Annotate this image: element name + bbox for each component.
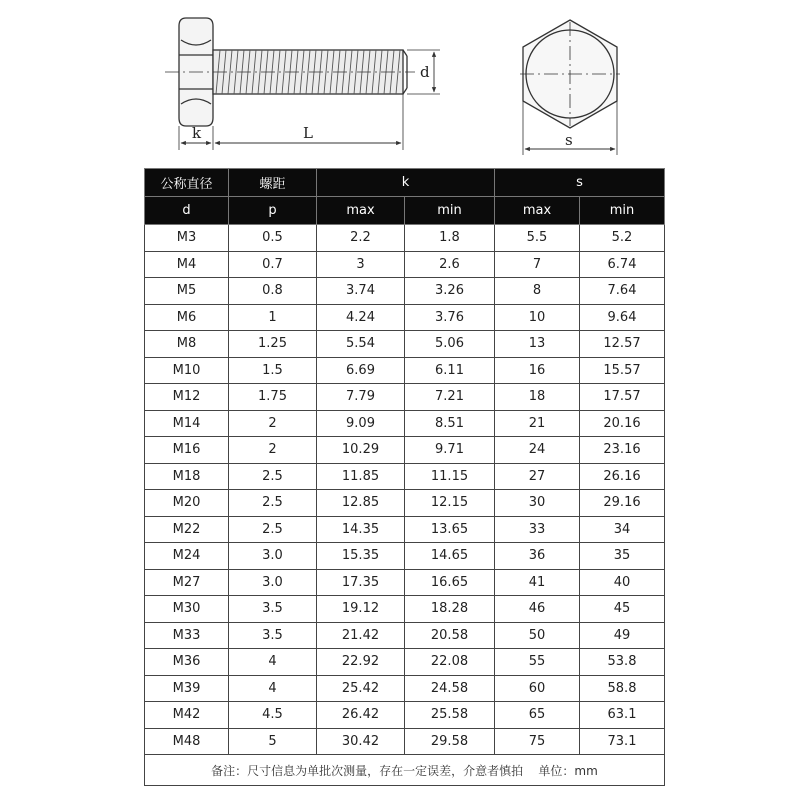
cell-s-min: 29.16	[580, 490, 665, 517]
cell-d: M33	[145, 622, 229, 649]
cell-s-max: 30	[495, 490, 580, 517]
cell-k-max: 6.69	[317, 357, 405, 384]
cell-k-min: 1.8	[405, 225, 495, 252]
cell-d: M27	[145, 569, 229, 596]
cell-k-max: 7.79	[317, 384, 405, 411]
table-row	[145, 463, 665, 490]
table-row	[145, 622, 665, 649]
cell-s-max: 13	[495, 331, 580, 358]
table-row	[145, 675, 665, 702]
cell-k-min: 29.58	[405, 728, 495, 755]
table-row	[145, 304, 665, 331]
cell-d: M8	[145, 331, 229, 358]
cell-d: M4	[145, 251, 229, 278]
cell-k-min: 6.11	[405, 357, 495, 384]
cell-p: 0.7	[229, 251, 317, 278]
cell-d: M48	[145, 728, 229, 755]
cell-s-min: 34	[580, 516, 665, 543]
cell-d: M20	[145, 490, 229, 517]
cell-s-min: 58.8	[580, 675, 665, 702]
cell-k-min: 20.58	[405, 622, 495, 649]
header-p: p	[229, 197, 317, 225]
cell-k-max: 30.42	[317, 728, 405, 755]
cell-s-max: 24	[495, 437, 580, 464]
cell-p: 2	[229, 410, 317, 437]
cell-k-min: 8.51	[405, 410, 495, 437]
table-row	[145, 331, 665, 358]
cell-k-max: 12.85	[317, 490, 405, 517]
label-k: k	[192, 124, 202, 142]
cell-d: M22	[145, 516, 229, 543]
cell-p: 4	[229, 649, 317, 676]
label-d: d	[420, 63, 430, 81]
cell-d: M30	[145, 596, 229, 623]
table-header-row-1	[145, 169, 665, 197]
cell-s-min: 49	[580, 622, 665, 649]
cell-s-min: 26.16	[580, 463, 665, 490]
table-row	[145, 437, 665, 464]
cell-s-min: 73.1	[580, 728, 665, 755]
cell-k-max: 25.42	[317, 675, 405, 702]
header-k-min: min	[405, 197, 495, 225]
cell-d: M42	[145, 702, 229, 729]
cell-s-max: 27	[495, 463, 580, 490]
table-row	[145, 278, 665, 305]
table-row	[145, 357, 665, 384]
cell-k-max: 3	[317, 251, 405, 278]
header-s: s	[495, 169, 665, 197]
cell-k-min: 5.06	[405, 331, 495, 358]
cell-p: 0.8	[229, 278, 317, 305]
header-s-min: min	[580, 197, 665, 225]
cell-k-min: 13.65	[405, 516, 495, 543]
cell-p: 2.5	[229, 490, 317, 517]
cell-k-max: 10.29	[317, 437, 405, 464]
cell-s-max: 55	[495, 649, 580, 676]
cell-s-min: 17.57	[580, 384, 665, 411]
cell-s-max: 18	[495, 384, 580, 411]
table-row	[145, 649, 665, 676]
cell-k-max: 14.35	[317, 516, 405, 543]
cell-k-max: 5.54	[317, 331, 405, 358]
cell-s-min: 20.16	[580, 410, 665, 437]
cell-k-max: 22.92	[317, 649, 405, 676]
cell-s-max: 65	[495, 702, 580, 729]
header-s-max: max	[495, 197, 580, 225]
cell-k-max: 26.42	[317, 702, 405, 729]
table-row	[145, 384, 665, 411]
cell-s-max: 60	[495, 675, 580, 702]
cell-k-max: 17.35	[317, 569, 405, 596]
cell-k-min: 11.15	[405, 463, 495, 490]
cell-p: 2	[229, 437, 317, 464]
cell-p: 4.5	[229, 702, 317, 729]
table-note: 备注：尺寸信息为单批次测量，存在一定误差，介意者慎拍 单位：mm	[145, 755, 665, 786]
cell-s-max: 46	[495, 596, 580, 623]
cell-p: 3.5	[229, 622, 317, 649]
cell-d: M24	[145, 543, 229, 570]
cell-d: M3	[145, 225, 229, 252]
table-header-row-2	[145, 197, 665, 225]
cell-k-min: 18.28	[405, 596, 495, 623]
cell-k-max: 11.85	[317, 463, 405, 490]
cell-s-max: 50	[495, 622, 580, 649]
cell-k-min: 24.58	[405, 675, 495, 702]
cell-s-min: 6.74	[580, 251, 665, 278]
cell-k-min: 16.65	[405, 569, 495, 596]
header-nominal-diameter: 公称直径	[145, 169, 229, 197]
cell-s-max: 16	[495, 357, 580, 384]
cell-s-min: 35	[580, 543, 665, 570]
cell-d: M14	[145, 410, 229, 437]
table-row	[145, 516, 665, 543]
cell-k-max: 2.2	[317, 225, 405, 252]
cell-p: 3.5	[229, 596, 317, 623]
cell-p: 3.0	[229, 543, 317, 570]
cell-k-max: 3.74	[317, 278, 405, 305]
cell-k-min: 22.08	[405, 649, 495, 676]
cell-s-min: 5.2	[580, 225, 665, 252]
cell-d: M10	[145, 357, 229, 384]
table-note-row	[145, 755, 665, 786]
cell-s-min: 40	[580, 569, 665, 596]
table-row	[145, 569, 665, 596]
table-row	[145, 596, 665, 623]
cell-p: 3.0	[229, 569, 317, 596]
cell-d: M5	[145, 278, 229, 305]
cell-d: M18	[145, 463, 229, 490]
cell-s-max: 33	[495, 516, 580, 543]
cell-p: 1.25	[229, 331, 317, 358]
cell-k-min: 14.65	[405, 543, 495, 570]
header-k: k	[317, 169, 495, 197]
cell-s-min: 45	[580, 596, 665, 623]
cell-d: M12	[145, 384, 229, 411]
label-s: s	[565, 131, 573, 149]
table-row	[145, 490, 665, 517]
cell-s-max: 8	[495, 278, 580, 305]
cell-d: M6	[145, 304, 229, 331]
cell-s-min: 23.16	[580, 437, 665, 464]
cell-k-max: 21.42	[317, 622, 405, 649]
cell-d: M39	[145, 675, 229, 702]
cell-s-min: 9.64	[580, 304, 665, 331]
cell-s-min: 53.8	[580, 649, 665, 676]
cell-s-max: 36	[495, 543, 580, 570]
cell-p: 1	[229, 304, 317, 331]
cell-p: 2.5	[229, 463, 317, 490]
table-row	[145, 543, 665, 570]
cell-k-min: 9.71	[405, 437, 495, 464]
bolt-drawing	[0, 0, 800, 165]
cell-k-min: 2.6	[405, 251, 495, 278]
cell-s-max: 21	[495, 410, 580, 437]
cell-s-min: 63.1	[580, 702, 665, 729]
cell-s-min: 12.57	[580, 331, 665, 358]
table-row	[145, 728, 665, 755]
table-row	[145, 225, 665, 252]
cell-p: 1.5	[229, 357, 317, 384]
table-row	[145, 410, 665, 437]
cell-k-min: 12.15	[405, 490, 495, 517]
cell-p: 0.5	[229, 225, 317, 252]
cell-k-max: 4.24	[317, 304, 405, 331]
label-L: L	[303, 124, 313, 142]
cell-p: 5	[229, 728, 317, 755]
header-pitch: 螺距	[229, 169, 317, 197]
cell-s-max: 75	[495, 728, 580, 755]
table-row	[145, 251, 665, 278]
cell-k-max: 9.09	[317, 410, 405, 437]
cell-p: 4	[229, 675, 317, 702]
cell-s-max: 10	[495, 304, 580, 331]
cell-k-min: 3.76	[405, 304, 495, 331]
cell-s-max: 7	[495, 251, 580, 278]
table-row	[145, 702, 665, 729]
cell-s-min: 15.57	[580, 357, 665, 384]
cell-p: 2.5	[229, 516, 317, 543]
cell-k-min: 3.26	[405, 278, 495, 305]
cell-p: 1.75	[229, 384, 317, 411]
cell-k-min: 25.58	[405, 702, 495, 729]
cell-d: M36	[145, 649, 229, 676]
cell-s-min: 7.64	[580, 278, 665, 305]
header-k-max: max	[317, 197, 405, 225]
bolt-spec-table	[144, 168, 665, 786]
header-d: d	[145, 197, 229, 225]
cell-s-max: 41	[495, 569, 580, 596]
cell-s-max: 5.5	[495, 225, 580, 252]
cell-d: M16	[145, 437, 229, 464]
cell-k-max: 15.35	[317, 543, 405, 570]
cell-k-max: 19.12	[317, 596, 405, 623]
cell-k-min: 7.21	[405, 384, 495, 411]
